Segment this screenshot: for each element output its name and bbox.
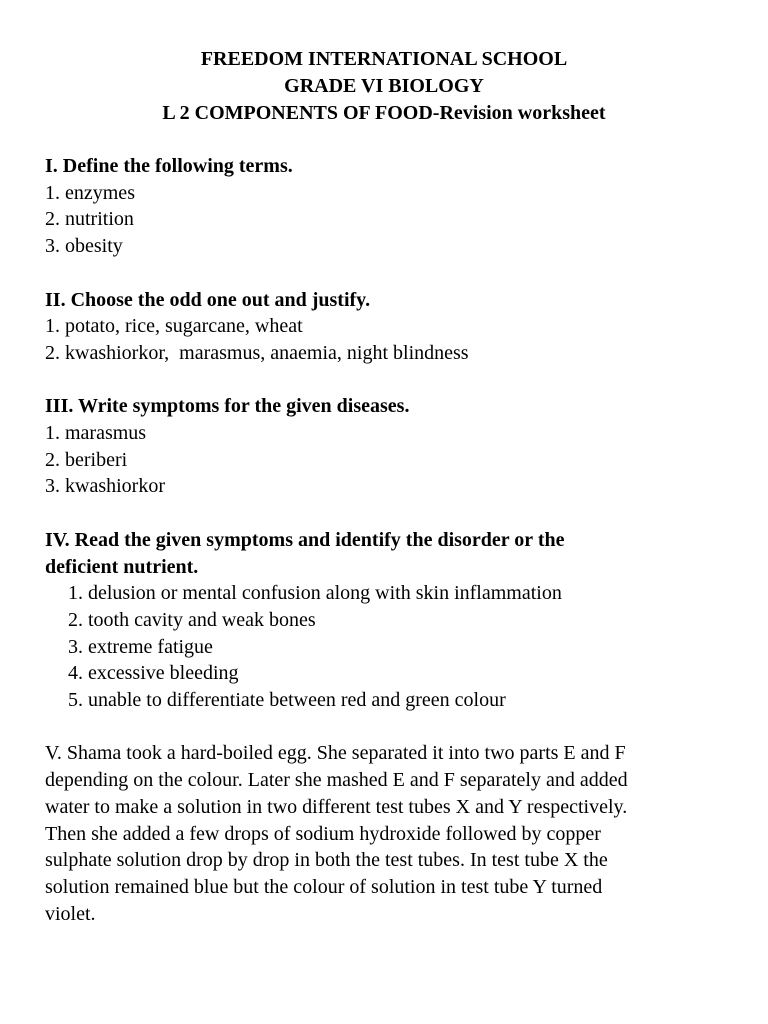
- list-item: 2. kwashiorkor, marasmus, anaemia, night blindness: [45, 341, 469, 364]
- section-3: [45, 393, 745, 500]
- spacer: [45, 500, 745, 527]
- section-2: [45, 287, 745, 367]
- section-title: IV. Read the given symptoms and identify the disorder or the: [45, 528, 565, 551]
- list-item: 2. beriberi: [45, 448, 128, 471]
- list-item: 5. unable to differentiate between red and green colour: [68, 689, 506, 712]
- paragraph-line: depending on the colour. Later she mashed E and F separately and added: [45, 769, 628, 792]
- section-1: [45, 153, 745, 260]
- spacer: [45, 367, 745, 394]
- paragraph-line: water to make a solution in two different test tubes X and Y respectively.: [45, 795, 628, 818]
- list-item: 1. marasmus: [45, 422, 147, 444]
- school-name: FREEDOM INTERNATIONAL SCHOOL: [200, 48, 568, 70]
- paragraph-line: V. Shama took a hard-boiled egg. She separated it into two parts E and F: [45, 742, 626, 765]
- worksheet-title: L 2 COMPONENTS OF FOOD-Revision worksheet: [162, 102, 606, 124]
- spacer: [45, 714, 745, 741]
- section-4: [45, 527, 745, 714]
- list-item: 2. tooth cavity and weak bones: [68, 608, 316, 631]
- list-item: 3. extreme fatigue: [68, 635, 213, 658]
- paragraph-line: Then she added a few drops of sodium hydroxide followed by copper: [45, 822, 601, 845]
- list-item: 3. kwashiorkor: [45, 475, 165, 498]
- section-title: I. Define the following terms.: [45, 155, 293, 177]
- list-item: 1. delusion or mental confusion along with skin inflammation: [68, 582, 562, 605]
- list-item: 2. nutrition: [45, 208, 134, 231]
- grade-title: GRADE VI BIOLOGY: [284, 75, 484, 97]
- list-item: 3. obesity: [45, 235, 123, 258]
- section-title: III. Write symptoms for the given diseases.: [45, 395, 410, 418]
- section-title: II. Choose the odd one out and justify.: [45, 288, 371, 311]
- list-item: 1. potato, rice, sugarcane, wheat: [45, 315, 303, 338]
- section-5: [45, 740, 745, 927]
- worksheet-body: [45, 153, 745, 927]
- paragraph-line: violet.: [45, 902, 96, 925]
- section-title-continued: deficient nutrient.: [45, 555, 199, 578]
- paragraph-line: solution remained blue but the colour of solution in test tube Y turned: [45, 875, 603, 898]
- list-item: 1. enzymes: [45, 181, 135, 204]
- spacer: [45, 260, 745, 287]
- worksheet-header: [0, 46, 768, 127]
- list-item: 4. excessive bleeding: [68, 662, 239, 685]
- paragraph-line: sulphate solution drop by drop in both the test tubes. In test tube X the: [45, 849, 608, 872]
